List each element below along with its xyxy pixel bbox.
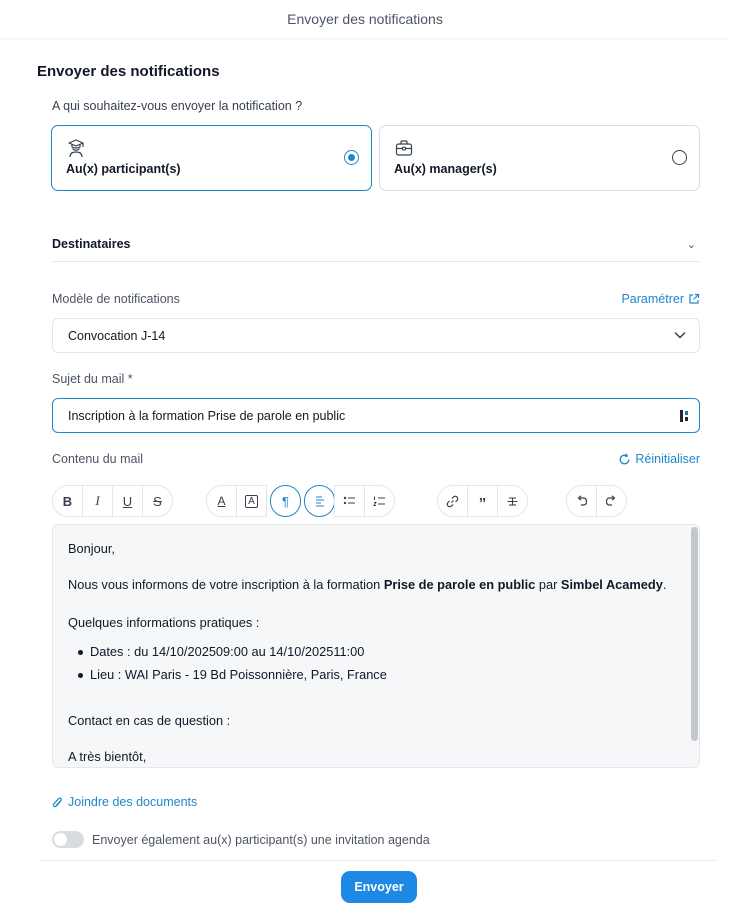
toolbar-group-insert (437, 485, 528, 517)
subject-input[interactable] (52, 398, 700, 433)
choice-participants[interactable] (51, 125, 372, 191)
dialog-title: Envoyer des notifications (287, 11, 443, 27)
footer-divider (40, 860, 716, 861)
subject-value: Inscription à la formation Prise de parole en public (68, 409, 346, 423)
intro-course: Prise de parole en public (383, 577, 536, 592)
intro-end: . (662, 577, 667, 592)
template-label: Modèle de notifications (52, 292, 180, 306)
attach-documents-label: Joindre des documents (68, 795, 198, 809)
graduate-icon (66, 138, 86, 158)
toolbar-group-text-style (52, 485, 173, 517)
chevron-down-icon (673, 328, 687, 342)
reset-link[interactable] (618, 452, 700, 466)
recipients-label: Destinataires (52, 237, 131, 251)
keyboard-extension-icon[interactable] (679, 409, 691, 423)
external-link-icon (688, 293, 700, 305)
closing-text: A très bientôt, (68, 749, 147, 764)
agenda-invite-row (52, 831, 430, 848)
configure-link[interactable] (621, 292, 700, 306)
numbered-list-icon[interactable] (364, 485, 395, 517)
subject-label: Sujet du mail * (52, 372, 133, 386)
choice-managers-label: Au(x) manager(s) (394, 162, 497, 176)
chevron-down-icon: ⌄ (686, 239, 696, 251)
paragraph-icon[interactable]: ¶ (270, 485, 301, 517)
reset-link-label: Réinitialiser (635, 452, 700, 466)
contact-text: Contact en cas de question : (68, 713, 231, 728)
participants-radio[interactable] (344, 150, 359, 165)
agenda-invite-toggle[interactable] (52, 831, 84, 848)
intro-org: Simbel Acamedy (560, 577, 663, 592)
template-value: Convocation J-14 (68, 329, 166, 343)
highlight-icon[interactable]: A (236, 485, 267, 517)
list-item: Dates : du 14/10/202509:00 au 14/10/202511:00 (90, 644, 365, 659)
greeting-text: Bonjour, (68, 541, 115, 556)
briefcase-icon (394, 138, 414, 158)
agenda-invite-label: Envoyer également au(x) participant(s) une invitation agenda (92, 832, 430, 847)
configure-link-label: Paramétrer (621, 292, 684, 306)
quote-icon[interactable]: ” (467, 485, 498, 517)
strikethrough-icon[interactable]: S (142, 485, 173, 517)
intro-prefix: Nous vous informons de votre inscription à la formation (68, 577, 384, 592)
editor-scrollbar[interactable] (691, 527, 698, 741)
recipient-question: A qui souhaitez-vous envoyer la notification ? (52, 99, 303, 113)
toolbar-group-history (566, 485, 627, 517)
mail-body-editor[interactable] (52, 524, 700, 768)
bulleted-list-icon[interactable] (334, 485, 365, 517)
list-item: Lieu : WAI Paris - 19 Bd Poissonnière, Paris, France (90, 667, 387, 682)
reset-icon (618, 453, 631, 466)
choice-participants-label: Au(x) participant(s) (66, 162, 181, 176)
template-select[interactable] (52, 318, 700, 353)
choice-managers[interactable] (379, 125, 700, 191)
send-button[interactable]: Envoyer (341, 871, 417, 903)
attach-documents-link[interactable] (52, 795, 197, 809)
intro-mid: par (535, 577, 561, 592)
toolbar-group-format (206, 485, 395, 517)
dialog-header (0, 0, 730, 38)
italic-icon[interactable]: I (82, 485, 113, 517)
recipients-accordion[interactable] (52, 236, 700, 262)
underline-icon[interactable]: U (112, 485, 143, 517)
intro-paragraph (68, 579, 666, 592)
link-icon[interactable] (437, 485, 468, 517)
bold-icon[interactable]: B (52, 485, 83, 517)
text-color-icon[interactable]: A (206, 485, 237, 517)
clear-format-icon[interactable] (497, 485, 528, 517)
paperclip-icon (52, 796, 63, 809)
align-left-icon[interactable] (304, 485, 335, 517)
content-label: Contenu du mail (52, 452, 144, 466)
section-title: Envoyer des notifications (37, 63, 220, 80)
managers-radio[interactable] (672, 150, 687, 165)
undo-icon[interactable] (566, 485, 597, 517)
redo-icon[interactable] (596, 485, 627, 517)
practical-info-heading: Quelques informations pratiques : (68, 615, 260, 630)
